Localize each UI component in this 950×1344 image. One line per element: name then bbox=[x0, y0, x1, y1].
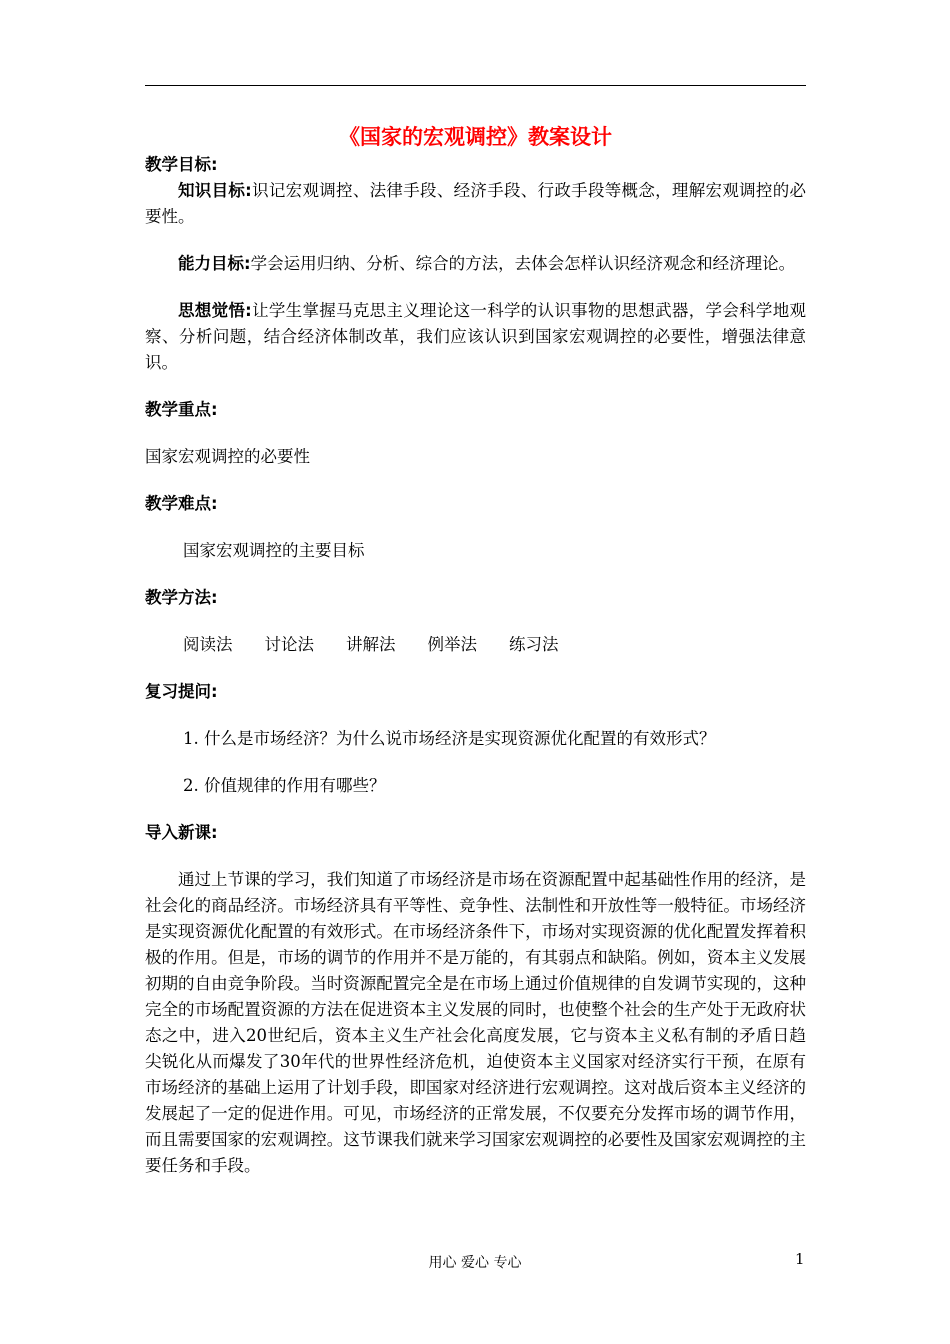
review-item: 2. 价值规律的作用有哪些？ bbox=[183, 776, 386, 795]
key-heading: 教学重点: bbox=[145, 400, 218, 419]
methods-list bbox=[145, 632, 806, 658]
ability-objective bbox=[145, 251, 806, 277]
methods-heading: 教学方法: bbox=[145, 588, 218, 607]
document-title: 《国家的宏观调控》教案设计 bbox=[339, 125, 612, 149]
knowledge-text: 识记宏观调控、法律手段、经济手段、行政手段等概念，理解宏观调控的必要性。 bbox=[145, 181, 806, 226]
review-item: 1. 什么是市场经济？为什么说市场经济是实现资源优化配置的有效形式？ bbox=[183, 729, 716, 748]
objectives-heading: 教学目标: bbox=[145, 155, 218, 174]
difficulty-text: 国家宏观调控的主要目标 bbox=[183, 541, 365, 560]
intro-heading: 导入新课: bbox=[145, 823, 218, 842]
method-item: 讨论法 bbox=[264, 635, 314, 654]
document-body bbox=[145, 122, 806, 1179]
method-item: 例举法 bbox=[427, 635, 477, 654]
header-rule bbox=[145, 85, 806, 86]
knowledge-label: 知识目标: bbox=[178, 181, 252, 200]
knowledge-objective bbox=[145, 178, 806, 230]
thought-objective bbox=[145, 298, 806, 376]
review-heading: 复习提问: bbox=[145, 682, 218, 701]
thought-text: 让学生掌握马克思主义理论这一科学的认识事物的思想武器，学会科学地观察、分析问题，结合经济体制改革，我们应该认识到国家宏观调控的必要性，增强法律意识。 bbox=[145, 301, 806, 372]
intro-paragraph: 通过上节课的学习，我们知道了市场经济是市场在资源配置中起基础性作用的经济，是社会化的商品经济。市场经济具有平等性、竞争性、法制性和开放性等一般特征。市场经济是实现资源优化配置的有效形式。在市场经济条件下，市场对实现资源的优化配置发挥着积极的作用。但是，市场的调节的作用并不是万能的，有其弱点和缺陷。例如，资本主义发展初期的自由竞争阶段。当时资源配置完全是在市场上通过价值规律的自发调节实现的，这种完全的市场配置资源的方法在促进资本主义发展的同时，也使整个社会的生产处于无政府状态之中，进入20世纪后，资本主义生产社会化高度发展，它与资本主义私有制的矛盾日趋尖锐化从而爆发了30年代的世界性经济危机，迫使资本主义国家对经济实行干预，在原有市场经济的基础上运用了计划手段，即国家对经济进行宏观调控。这对战后资本主义经济的发展起了一定的促进作用。可见，市场经济的正常发展，不仅要充分发挥市场的调节作用，而且需要国家的宏观调控。这节课我们就来学习国家宏观调控的必要性及国家宏观调控的主要任务和手段。 bbox=[145, 870, 806, 1175]
difficulty-heading: 教学难点: bbox=[145, 494, 218, 513]
method-item: 讲解法 bbox=[346, 635, 396, 654]
key-text: 国家宏观调控的必要性 bbox=[145, 447, 310, 466]
ability-text: 学会运用归纳、分析、综合的方法，去体会怎样认识经济观念和经济理论。 bbox=[250, 254, 796, 273]
ability-label: 能力目标: bbox=[178, 254, 251, 273]
thought-label: 思想觉悟: bbox=[178, 301, 252, 320]
method-item: 练习法 bbox=[509, 635, 559, 654]
footer-motto: 用心 爱心 专心 bbox=[428, 1255, 522, 1271]
method-item: 阅读法 bbox=[183, 635, 233, 654]
page-number: 1 bbox=[795, 1250, 805, 1268]
